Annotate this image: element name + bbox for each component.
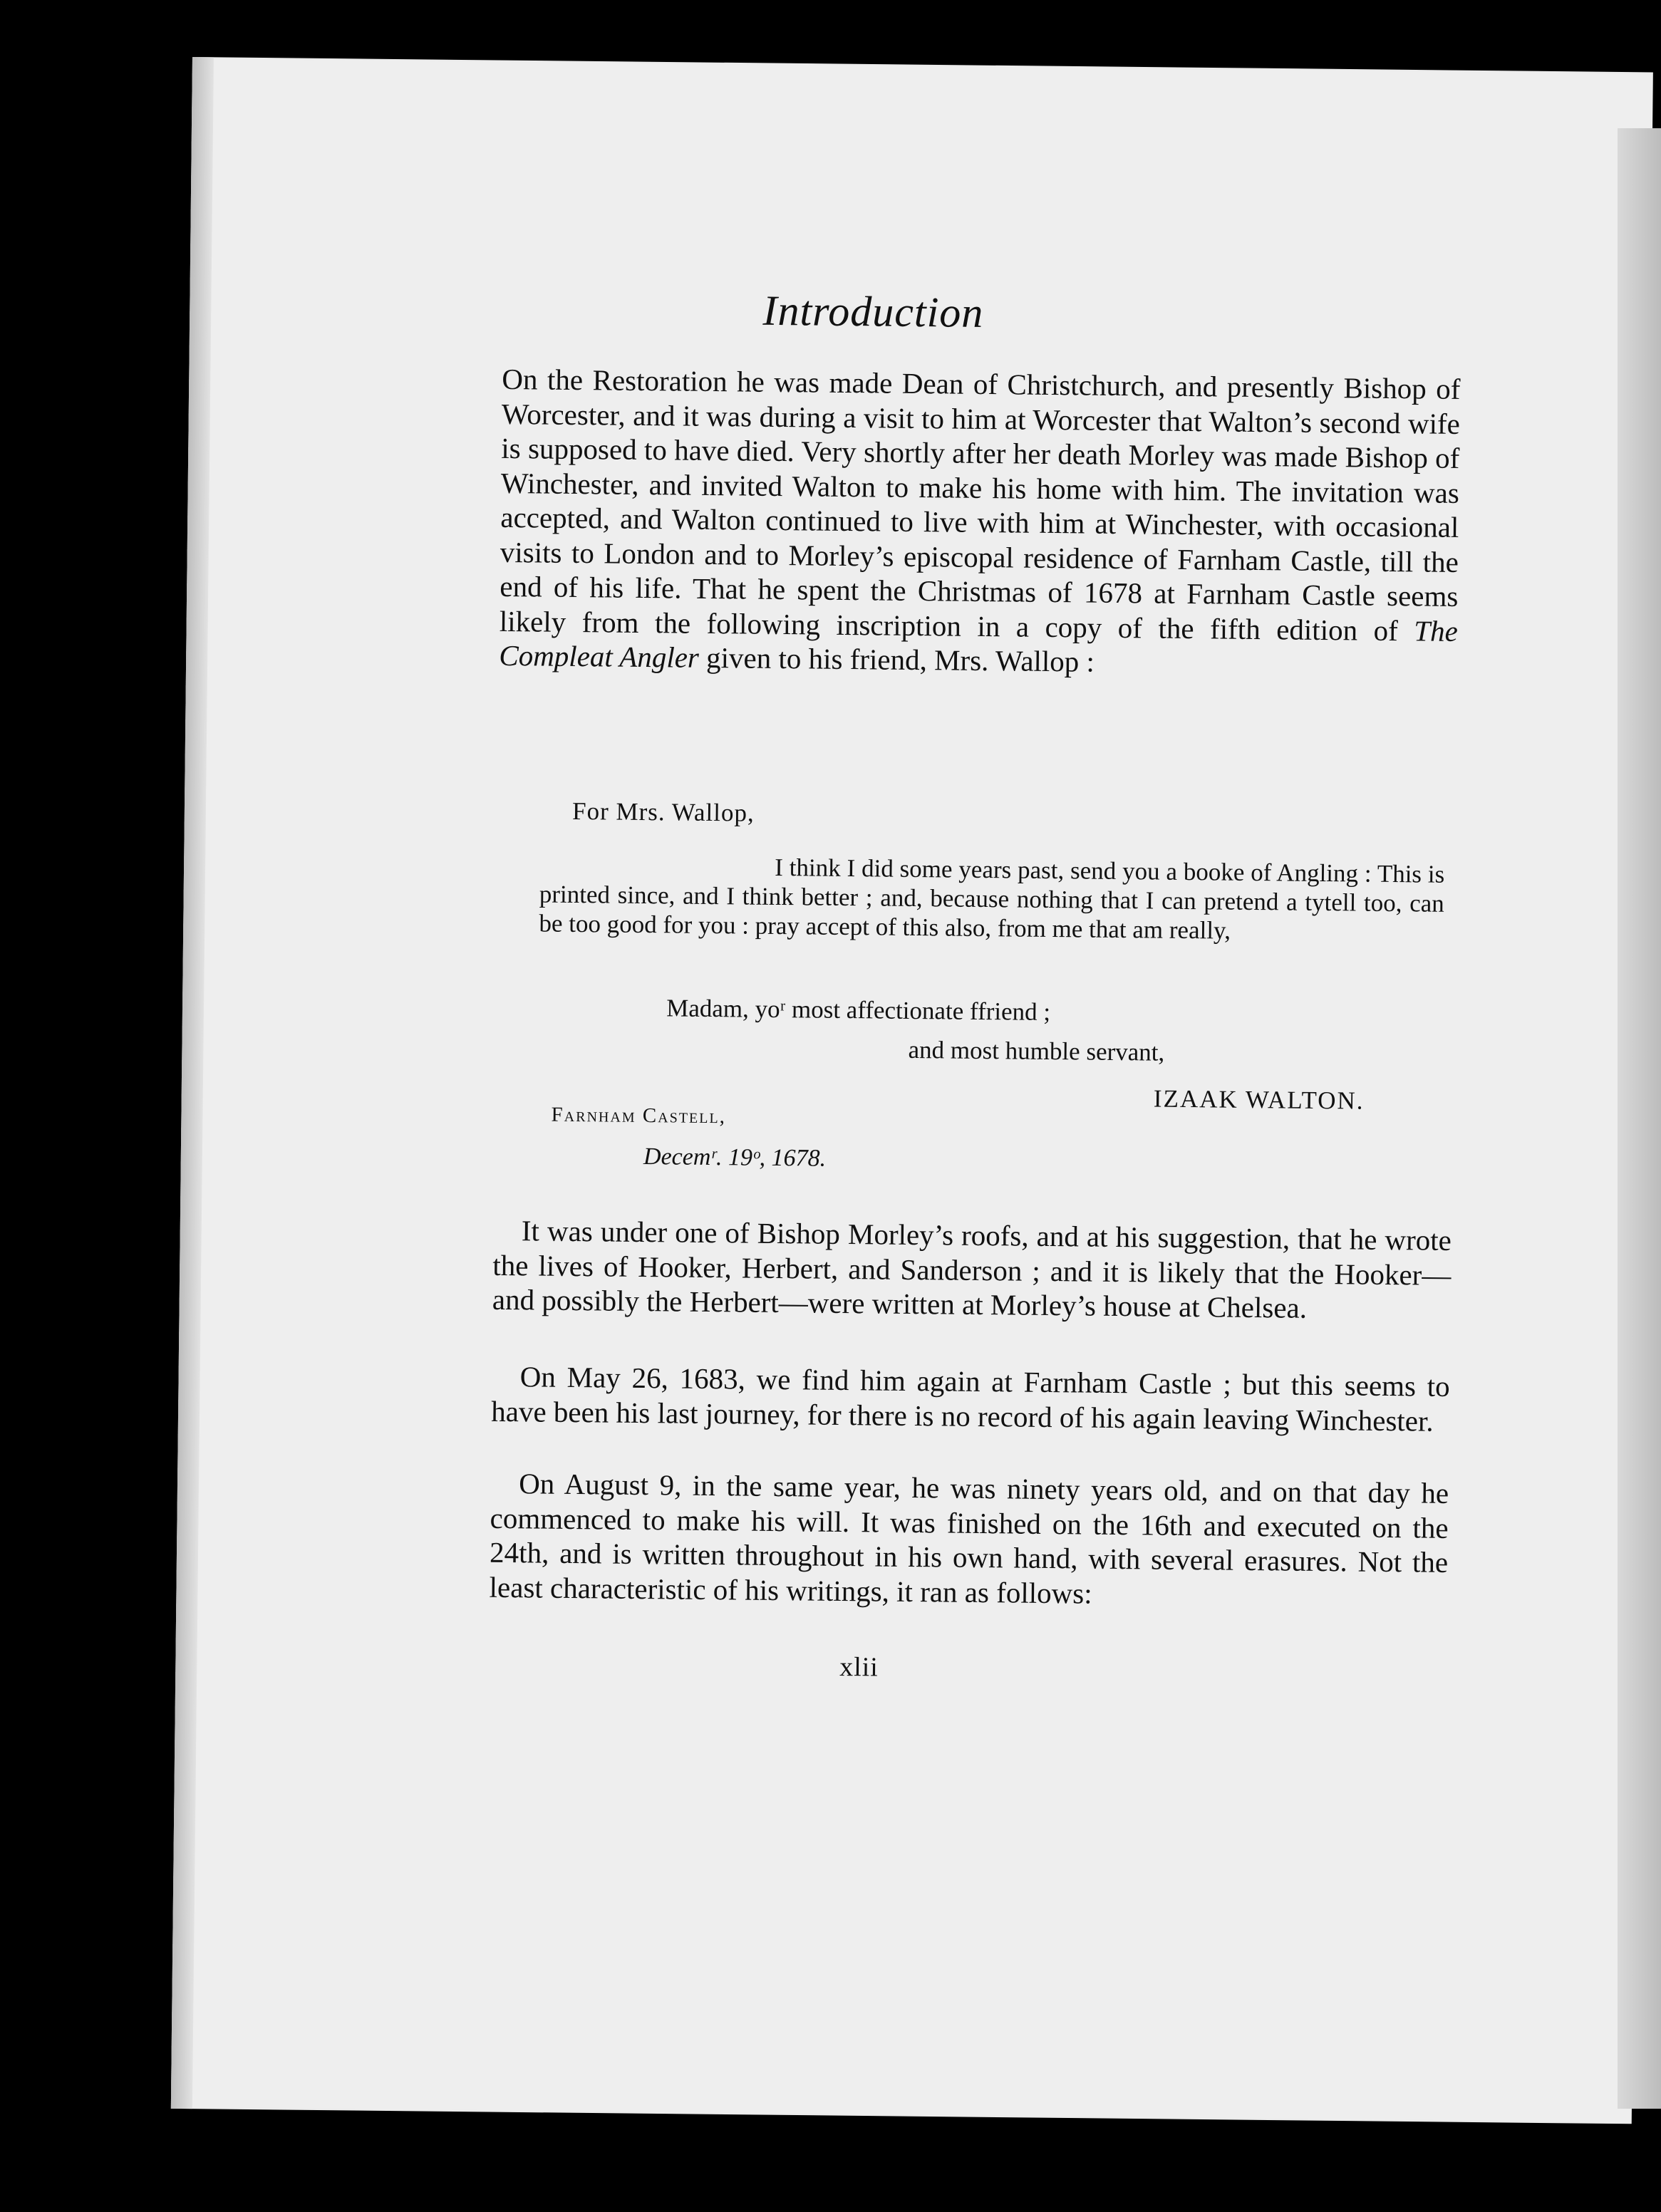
page-number: xlii <box>839 1651 879 1683</box>
letter-date: Decemʳ. 19ᵒ, 1678. <box>643 1143 827 1172</box>
letter-body: I think I did some years past, send you a booke of Angling : This is printed since, and I think better ; and, because nothing that I can pretend a tytell too, can be too good for you : pray accept of this also, from me that am really, <box>539 853 1445 945</box>
letter-closing-1: Madam, yoʳ most affectionate ffriend ; <box>666 994 1051 1027</box>
paragraph-1-end: given to his friend, Mrs. Wallop : <box>705 640 1095 678</box>
paragraph-will: On August 9, in the same year, he was ninety years old, and on that day he commenced to make his will. It was finished on the 16th and executed on the 24th, and is written throughout in his own hand, with several erasures. Not the least characteristic of his writings, it ran as follows: <box>489 1467 1449 1610</box>
letter-signature: IZAAK WALTON. <box>1153 1084 1365 1115</box>
facing-page-edge <box>1618 128 1661 2109</box>
paragraph-farnham: On May 26, 1683, we find him again at Farnham Castle ; but this seems to have been his last journey, for there is no record of his again leaving Winchester. <box>491 1360 1450 1438</box>
letter-closing-2: and most humble servant, <box>908 1035 1165 1066</box>
letter-place: Farnham Castell, <box>551 1103 727 1128</box>
paragraph-restoration <box>499 362 1460 683</box>
book-title: The Compleat Angler <box>499 613 1459 674</box>
paragraph-lives: It was under one of Bishop Morley’s roofs, and at his suggestion, that he wrote the lives of Hooker, Herbert, and Sanderson ; and it is likely that the Hooker—and possibly the Herbert—were written at Morley’s house at Chelsea. <box>492 1214 1452 1324</box>
paragraph-1-text: On the Restoration he was made Dean of Christchurch, and presently Bishop of Worcester, and it was during a visit to him at Worcester that Walton’s second wife is supposed to have died. Very shortly after her death Morley was made Bishop of Winchester, and invited Walton to make his home with him. The invitation was accepted, and Walton continued to live with him at Winchester, with occasional visits to London and to Morley’s episcopal residence of Farnham Castle, till the end of his life. That he spent the Christmas of 1678 at Farnham Castle seems likely from the following inscription in a copy of the fifth edition of <box>499 362 1461 647</box>
letter-salutation: For Mrs. Wallop, <box>571 796 755 827</box>
page-content <box>306 0 1461 1683</box>
running-head: Introduction <box>762 286 984 336</box>
